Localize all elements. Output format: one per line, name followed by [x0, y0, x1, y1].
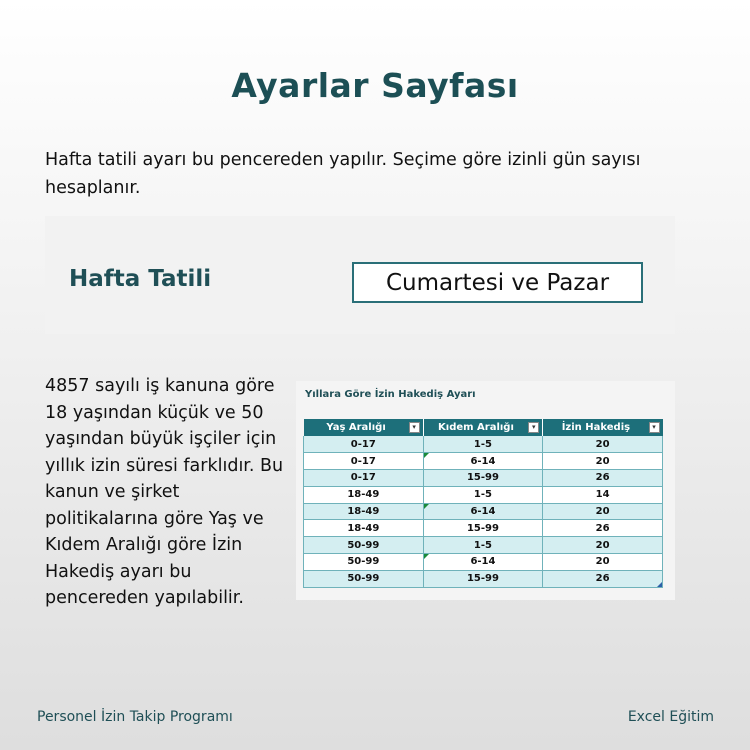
cell-seniority[interactable]	[423, 554, 543, 571]
header-label: Yaş Aralığı	[326, 422, 386, 433]
cell-seniority[interactable]	[423, 503, 543, 520]
cell-age[interactable]: 50-99	[304, 570, 424, 587]
cell-age[interactable]: 0-17	[304, 470, 424, 487]
cell-leave[interactable]: 14	[543, 486, 663, 503]
cell-seniority[interactable]: 15-99	[423, 570, 543, 587]
table-row	[304, 554, 663, 571]
table-row	[304, 453, 663, 470]
weekend-select[interactable]: Cumartesi ve Pazar	[352, 262, 643, 303]
weekend-label: Hafta Tatili	[69, 266, 212, 292]
table-row	[304, 570, 663, 587]
cell-leave[interactable]: 26	[543, 520, 663, 537]
cell-age[interactable]: 50-99	[304, 537, 424, 554]
cell-text: 6-14	[470, 506, 496, 518]
cell-seniority[interactable]: 1-5	[423, 486, 543, 503]
header-label: İzin Hakediş	[561, 422, 631, 433]
cell-leave[interactable]: 20	[543, 453, 663, 470]
table-row	[304, 436, 663, 453]
filter-dropdown-icon[interactable]: ▾	[409, 422, 420, 433]
cell-age[interactable]: 18-49	[304, 503, 424, 520]
cell-note-indicator-icon	[424, 554, 429, 559]
header-seniority-range	[423, 419, 543, 436]
header-age-range	[304, 419, 424, 436]
footer-brand: Excel Eğitim	[627, 709, 714, 725]
leave-table-caption: Yıllara Göre İzin Hakediş Ayarı	[305, 389, 476, 400]
cell-leave[interactable]: 20	[543, 554, 663, 571]
page-title: Ayarlar Sayfası	[231, 66, 519, 105]
leave-table-panel	[296, 381, 675, 600]
description-text: 4857 sayılı iş kanuna göre 18 yaşından küçük ve 50 yaşından büyük işçiler için yıllık izin süresi farklıdır. Bu kanun ve şirket politikalarına göre Yaş ve Kıdem Aralığı göre İzin Hakediş ayarı bu pencereden yapılabilir.	[45, 376, 284, 608]
table-row	[304, 470, 663, 487]
table-row	[304, 503, 663, 520]
leave-table	[303, 419, 663, 588]
intro-text: Hafta tatili ayarı bu pencereden yapılır. Seçime göre izinli gün sayısı hesaplanır.	[45, 150, 641, 198]
cell-text: 26	[595, 573, 610, 585]
table-row	[304, 520, 663, 537]
cell-seniority[interactable]: 1-5	[423, 436, 543, 453]
cell-seniority[interactable]: 15-99	[423, 520, 543, 537]
table-row	[304, 486, 663, 503]
cell-note-indicator-icon	[424, 453, 429, 458]
cell-age[interactable]: 50-99	[304, 554, 424, 571]
cell-age[interactable]: 18-49	[304, 486, 424, 503]
cell-leave[interactable]: 26	[543, 470, 663, 487]
cell-leave[interactable]: 20	[543, 503, 663, 520]
cell-seniority[interactable]: 15-99	[423, 470, 543, 487]
header-label: Kıdem Aralığı	[438, 422, 514, 433]
cell-leave[interactable]	[543, 570, 663, 587]
weekend-settings-panel	[45, 216, 675, 334]
cell-text: 6-14	[470, 556, 496, 568]
cell-text: 6-14	[470, 455, 496, 467]
header-leave-entitlement	[543, 419, 663, 436]
cell-age[interactable]: 18-49	[304, 520, 424, 537]
cell-note-indicator-icon	[424, 504, 429, 509]
footer-program-name: Personel İzin Takip Programı	[37, 709, 233, 725]
cell-leave[interactable]: 20	[543, 537, 663, 554]
cell-seniority[interactable]	[423, 453, 543, 470]
filter-dropdown-icon[interactable]: ▾	[528, 422, 539, 433]
leave-table-header-row	[304, 419, 663, 436]
cell-leave[interactable]: 20	[543, 436, 663, 453]
table-resize-handle-icon[interactable]	[657, 582, 662, 587]
cell-seniority[interactable]: 1-5	[423, 537, 543, 554]
table-row	[304, 537, 663, 554]
cell-age[interactable]: 0-17	[304, 436, 424, 453]
filter-dropdown-icon[interactable]: ▾	[649, 422, 660, 433]
cell-age[interactable]: 0-17	[304, 453, 424, 470]
